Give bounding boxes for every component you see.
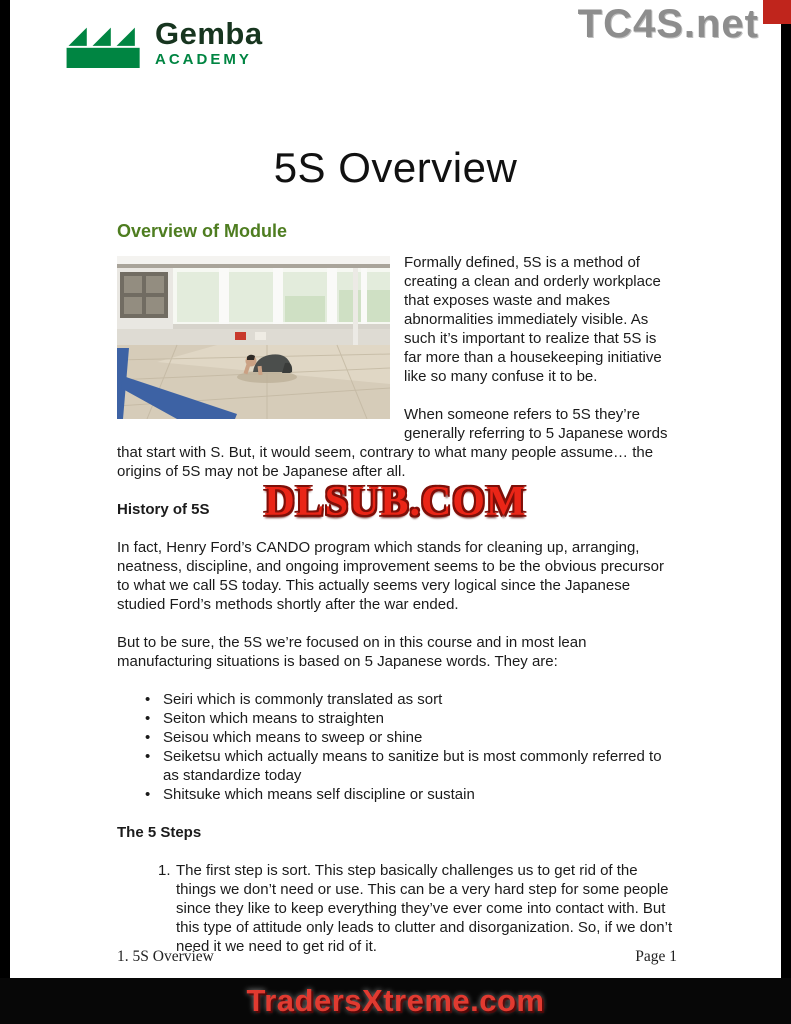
logo-subtitle: ACADEMY [155, 51, 252, 68]
step-number: 1. [158, 862, 171, 879]
paragraph-when-someone: When someone refers to 5S they’re generally referring to 5 Japanese words that start with S. But, it would seem, contrary to what many people assume… the origins of 5S may not be Japanese after all. [117, 406, 668, 480]
bottom-bar [0, 978, 791, 1024]
tradersxtreme-watermark: TradersXtreme.com [246, 983, 545, 1018]
document-page [10, 0, 781, 978]
logo-text [155, 18, 263, 68]
list-item-seisou: • Seisou which means to sweep or shine [145, 728, 677, 747]
s-words-list [117, 690, 677, 804]
list-item-seiri: • Seiri which is commonly translated as sort [145, 690, 677, 709]
page-header [10, 0, 781, 104]
page-title: 5S Overview [273, 144, 518, 191]
page-footer [117, 948, 677, 966]
step-text: The first step is sort. This step basically challenges us to get rid of the things we don’t need or use. This can be a very hard step for some people since they like to keep everything they’ve ever come into contact with. But this type of attitude only leads to clutter and disorganization. So, if we don’t need it we need to get rid of it. [176, 862, 673, 955]
factory-icon [66, 18, 146, 68]
step-item-1 [117, 861, 677, 956]
dlsub-watermark: DLSUB.COM [264, 479, 527, 525]
gemba-academy-logo [66, 18, 263, 68]
history-heading: History of 5S [117, 501, 210, 518]
list-item-seiton: • Seiton which means to straighten [145, 709, 677, 728]
workplace-photo [117, 256, 390, 419]
paragraph-to-be-sure: But to be sure, the 5S we’re focused on in this course and in most lean manufacturing situations is based on 5 Japanese words. They are: [117, 634, 587, 670]
section-heading: Overview of Module [117, 221, 288, 241]
red-corner-mark [763, 0, 791, 24]
paragraph-henry-ford: In fact, Henry Ford’s CANDO program which stands for cleaning up, arranging, neatness, discipline, and ongoing improvement seems to be the obvious precursor to what we call 5S today. This actually seems very logical since the Japanese studied Ford’s methods shortly after the war ended. [117, 539, 664, 613]
footer-page-number: Page 1 [635, 948, 677, 965]
list-item-seiketsu: • Seiketsu which actually means to sanitize but is most commonly referred to as standardize today [145, 747, 677, 785]
five-steps-heading: The 5 Steps [117, 824, 202, 841]
list-item-shitsuke: • Shitsuke which means self discipline or sustain [145, 785, 677, 804]
tc4s-watermark: TC4S.net [577, 2, 759, 46]
document-content [117, 222, 677, 956]
logo-name: Gemba [155, 16, 263, 51]
footer-document-label: 1. 5S Overview [117, 948, 214, 965]
paragraph-formally-defined: Formally defined, 5S is a method of creating a clean and orderly workplace that exposes waste and makes abnormalities immediately visible. As such it’s important to realize that 5S is far more than a housekeeping initiative like so many confuse it to be. [404, 254, 662, 385]
